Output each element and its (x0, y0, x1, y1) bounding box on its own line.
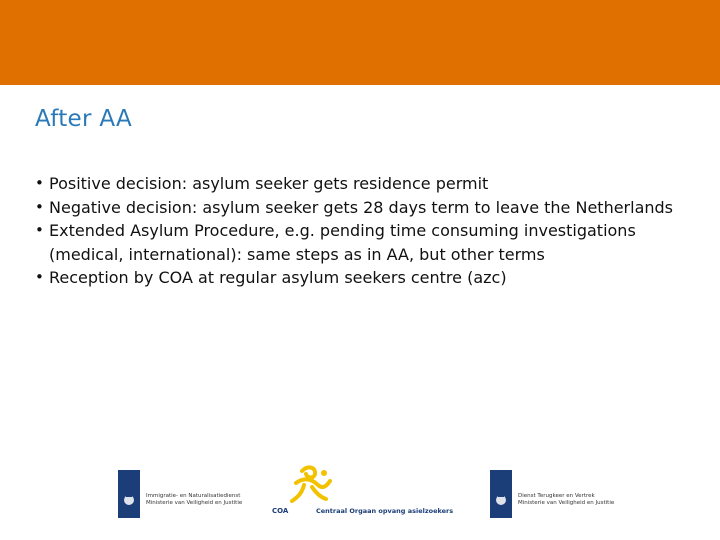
coa-figure-icon (282, 465, 336, 505)
header-band (0, 0, 720, 85)
ind-logo-text: Immigratie- en Naturalisatiedienst Ministerie van Veiligheid en Justitie (146, 493, 243, 506)
bullet-text: Negative decision: asylum seeker gets 28 days term to leave the Netherlands (49, 197, 674, 217)
list-item (35, 266, 675, 290)
bullet-text: Reception by COA at regular asylum seekers centre (azc) (49, 268, 507, 287)
coa-full-name: Centraal Orgaan opvang asielzoekers (316, 507, 454, 515)
bullet-icon: • (35, 174, 44, 192)
bullet-text: Extended Asylum Procedure, e.g. pending time consuming investigations (medical, international): same steps as in AA, but other terms (49, 221, 636, 264)
bullet-icon: • (35, 221, 44, 239)
rijksoverheid-emblem-icon (118, 470, 140, 518)
list-item (35, 196, 675, 220)
list-item (35, 219, 675, 266)
bullet-text: Positive decision: asylum seeker gets residence permit (49, 174, 489, 193)
coa-abbrev: COA (272, 507, 289, 515)
rijksoverheid-emblem-icon (490, 470, 512, 518)
bullet-icon: • (35, 197, 44, 216)
bullet-list (35, 172, 675, 290)
footer-logos (0, 465, 720, 525)
dtv-logo-text: Dienst Terugkeer en Vertrek Ministerie van Veiligheid en Justitie (518, 493, 615, 506)
list-item (35, 172, 675, 196)
slide-title: After AA (35, 106, 133, 132)
bullet-icon: • (35, 268, 44, 286)
